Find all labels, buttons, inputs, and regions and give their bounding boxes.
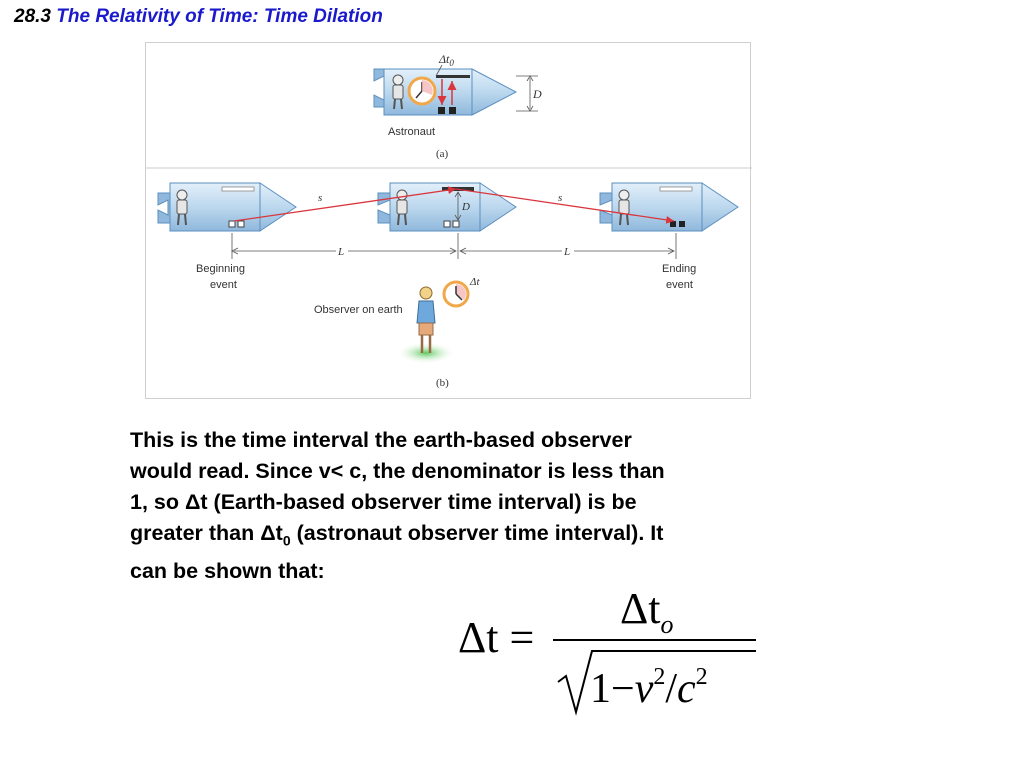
- panel-b: [158, 183, 738, 389]
- clock-label-a: $\Delta t_0$: [439, 52, 454, 68]
- astronaut-label: Astronaut: [388, 126, 436, 138]
- figure-illustration: [146, 43, 752, 400]
- path-label-s-2: s: [558, 192, 563, 204]
- paragraph-line-3: 1, so Δt (Earth-based observer time interval) is be: [130, 490, 637, 514]
- slide-title: [14, 6, 383, 28]
- distance-label-1: L: [338, 246, 345, 258]
- spaceship-b-left: [158, 183, 296, 231]
- section-number: 28.3: [14, 6, 51, 27]
- equation-render: [450, 585, 770, 720]
- caption-a: (a): [436, 148, 449, 160]
- clock-label-b: Δt: [470, 276, 480, 288]
- beginning-event-label: Beginning: [196, 263, 245, 275]
- equation-denominator: $1-v^2/c^2$: [590, 664, 708, 712]
- caption-b: (b): [436, 377, 449, 389]
- time-dilation-figure: [145, 42, 751, 399]
- spaceship-b-right: [600, 183, 738, 231]
- paragraph-line-1: This is the time interval the earth-based observer: [130, 428, 632, 452]
- equation-lhs: Δt =: [458, 613, 535, 662]
- section-title: The Relativity of Time: Time Dilation: [56, 6, 383, 27]
- height-label-b: D: [462, 201, 470, 213]
- equation-numerator: $\Delta t_o$: [620, 585, 674, 639]
- height-label-a: D: [533, 87, 542, 101]
- distance-markers: [232, 233, 676, 259]
- path-label-s-1: s: [318, 192, 323, 204]
- observer-on-earth-label: Observer on earth: [314, 304, 403, 316]
- paragraph-line-2: would read. Since v< c, the denominator is less than: [130, 459, 665, 483]
- ending-event-label-2: event: [666, 279, 693, 291]
- paragraph-line-5: can be shown that:: [130, 559, 325, 584]
- clock-icon-a: [409, 78, 435, 104]
- explanation-paragraph: [130, 425, 810, 587]
- distance-label-2: L: [564, 246, 571, 258]
- clock-icon-b: [444, 282, 468, 306]
- ground-spot: [396, 342, 456, 364]
- beginning-event-label-2: event: [210, 279, 237, 291]
- ending-event-label: Ending: [662, 263, 697, 275]
- panel-a: [374, 52, 542, 160]
- paragraph-line-4: greater than $\Delta t_0$ (astronaut observer time interval). It: [130, 521, 664, 549]
- time-dilation-equation: [450, 585, 770, 725]
